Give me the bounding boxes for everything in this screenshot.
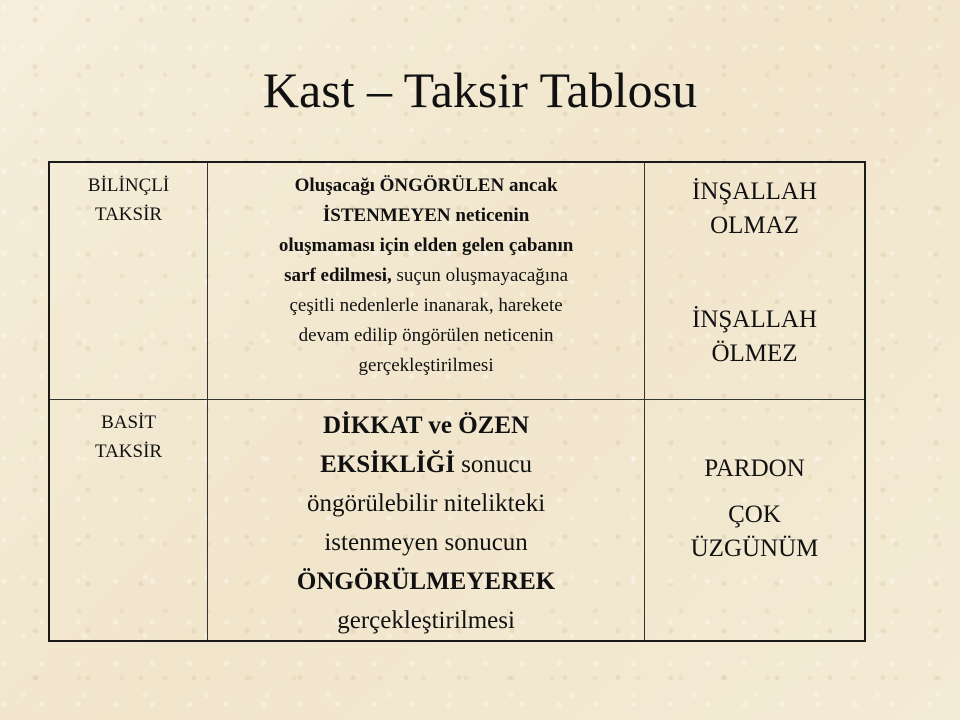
description-normal: suçun oluşmayacağına	[391, 265, 569, 286]
description-line	[208, 291, 644, 321]
description-text	[208, 163, 644, 381]
description-normal: devam edilip öngörülen neticenin	[298, 325, 554, 346]
saying-b	[645, 486, 864, 566]
saying-line: ÖLMEZ	[711, 340, 798, 367]
saying-b	[645, 243, 864, 371]
description-normal: gerçekleştirilmesi	[358, 355, 494, 376]
description-bold: İSTENMEYEN neticenin	[322, 205, 530, 226]
saying-cell	[645, 162, 865, 400]
description-cell	[208, 162, 645, 400]
description-line	[208, 523, 644, 562]
description-normal: istenmeyen sonucun	[324, 529, 528, 556]
description-line	[208, 171, 644, 201]
table-row	[49, 400, 865, 642]
saying-line: OLMAZ	[710, 212, 799, 239]
description-normal: öngörülebilir nitelikteki	[307, 490, 546, 517]
description-line	[208, 201, 644, 231]
description-bold: EKSİKLİĞİ	[320, 451, 455, 478]
description-line	[208, 484, 644, 523]
kast-taksir-table	[48, 161, 866, 642]
description-line	[208, 445, 644, 484]
slide-title: Kast – Taksir Tablosu	[262, 62, 698, 118]
type-label-line: TAKSİR	[95, 441, 163, 462]
description-bold: ÖNGÖRÜLMEYEREK	[296, 568, 556, 595]
description-text	[208, 400, 644, 640]
description-bold: DİKKAT ve ÖZEN	[323, 412, 530, 439]
description-normal: sonucu	[454, 451, 532, 478]
description-normal: çeşitli nedenlerle inanarak, harekete	[289, 295, 563, 316]
table-row	[49, 162, 865, 400]
saying-line: PARDON	[704, 455, 805, 482]
saying-a	[645, 163, 864, 243]
description-line	[208, 406, 644, 445]
description-cell	[208, 400, 645, 642]
type-label-line: BİLİNÇLİ	[87, 175, 170, 196]
type-label-line: BASİT	[101, 412, 156, 433]
type-cell	[49, 162, 208, 400]
type-label	[50, 163, 207, 229]
description-bold: Oluşacağı ÖNGÖRÜLEN ancak	[294, 175, 558, 196]
description-bold: sarf edilmesi,	[284, 265, 392, 286]
saying-a	[645, 400, 864, 486]
description-line	[208, 261, 644, 291]
saying-line: ÇOK	[728, 501, 781, 528]
description-line	[208, 351, 644, 381]
saying-cell	[645, 400, 865, 642]
description-line	[208, 562, 644, 601]
description-line	[208, 321, 644, 351]
type-label	[50, 400, 207, 466]
description-normal: gerçekleştirilmesi	[337, 607, 515, 634]
description-line	[208, 231, 644, 261]
saying-line: İNŞALLAH	[692, 306, 818, 333]
saying-line: ÜZGÜNÜM	[690, 535, 819, 562]
description-bold: oluşmaması için elden gelen çabanın	[278, 235, 574, 256]
saying-line: İNŞALLAH	[692, 178, 818, 205]
type-cell	[49, 400, 208, 642]
type-label-line: TAKSİR	[95, 204, 163, 225]
description-line	[208, 601, 644, 640]
